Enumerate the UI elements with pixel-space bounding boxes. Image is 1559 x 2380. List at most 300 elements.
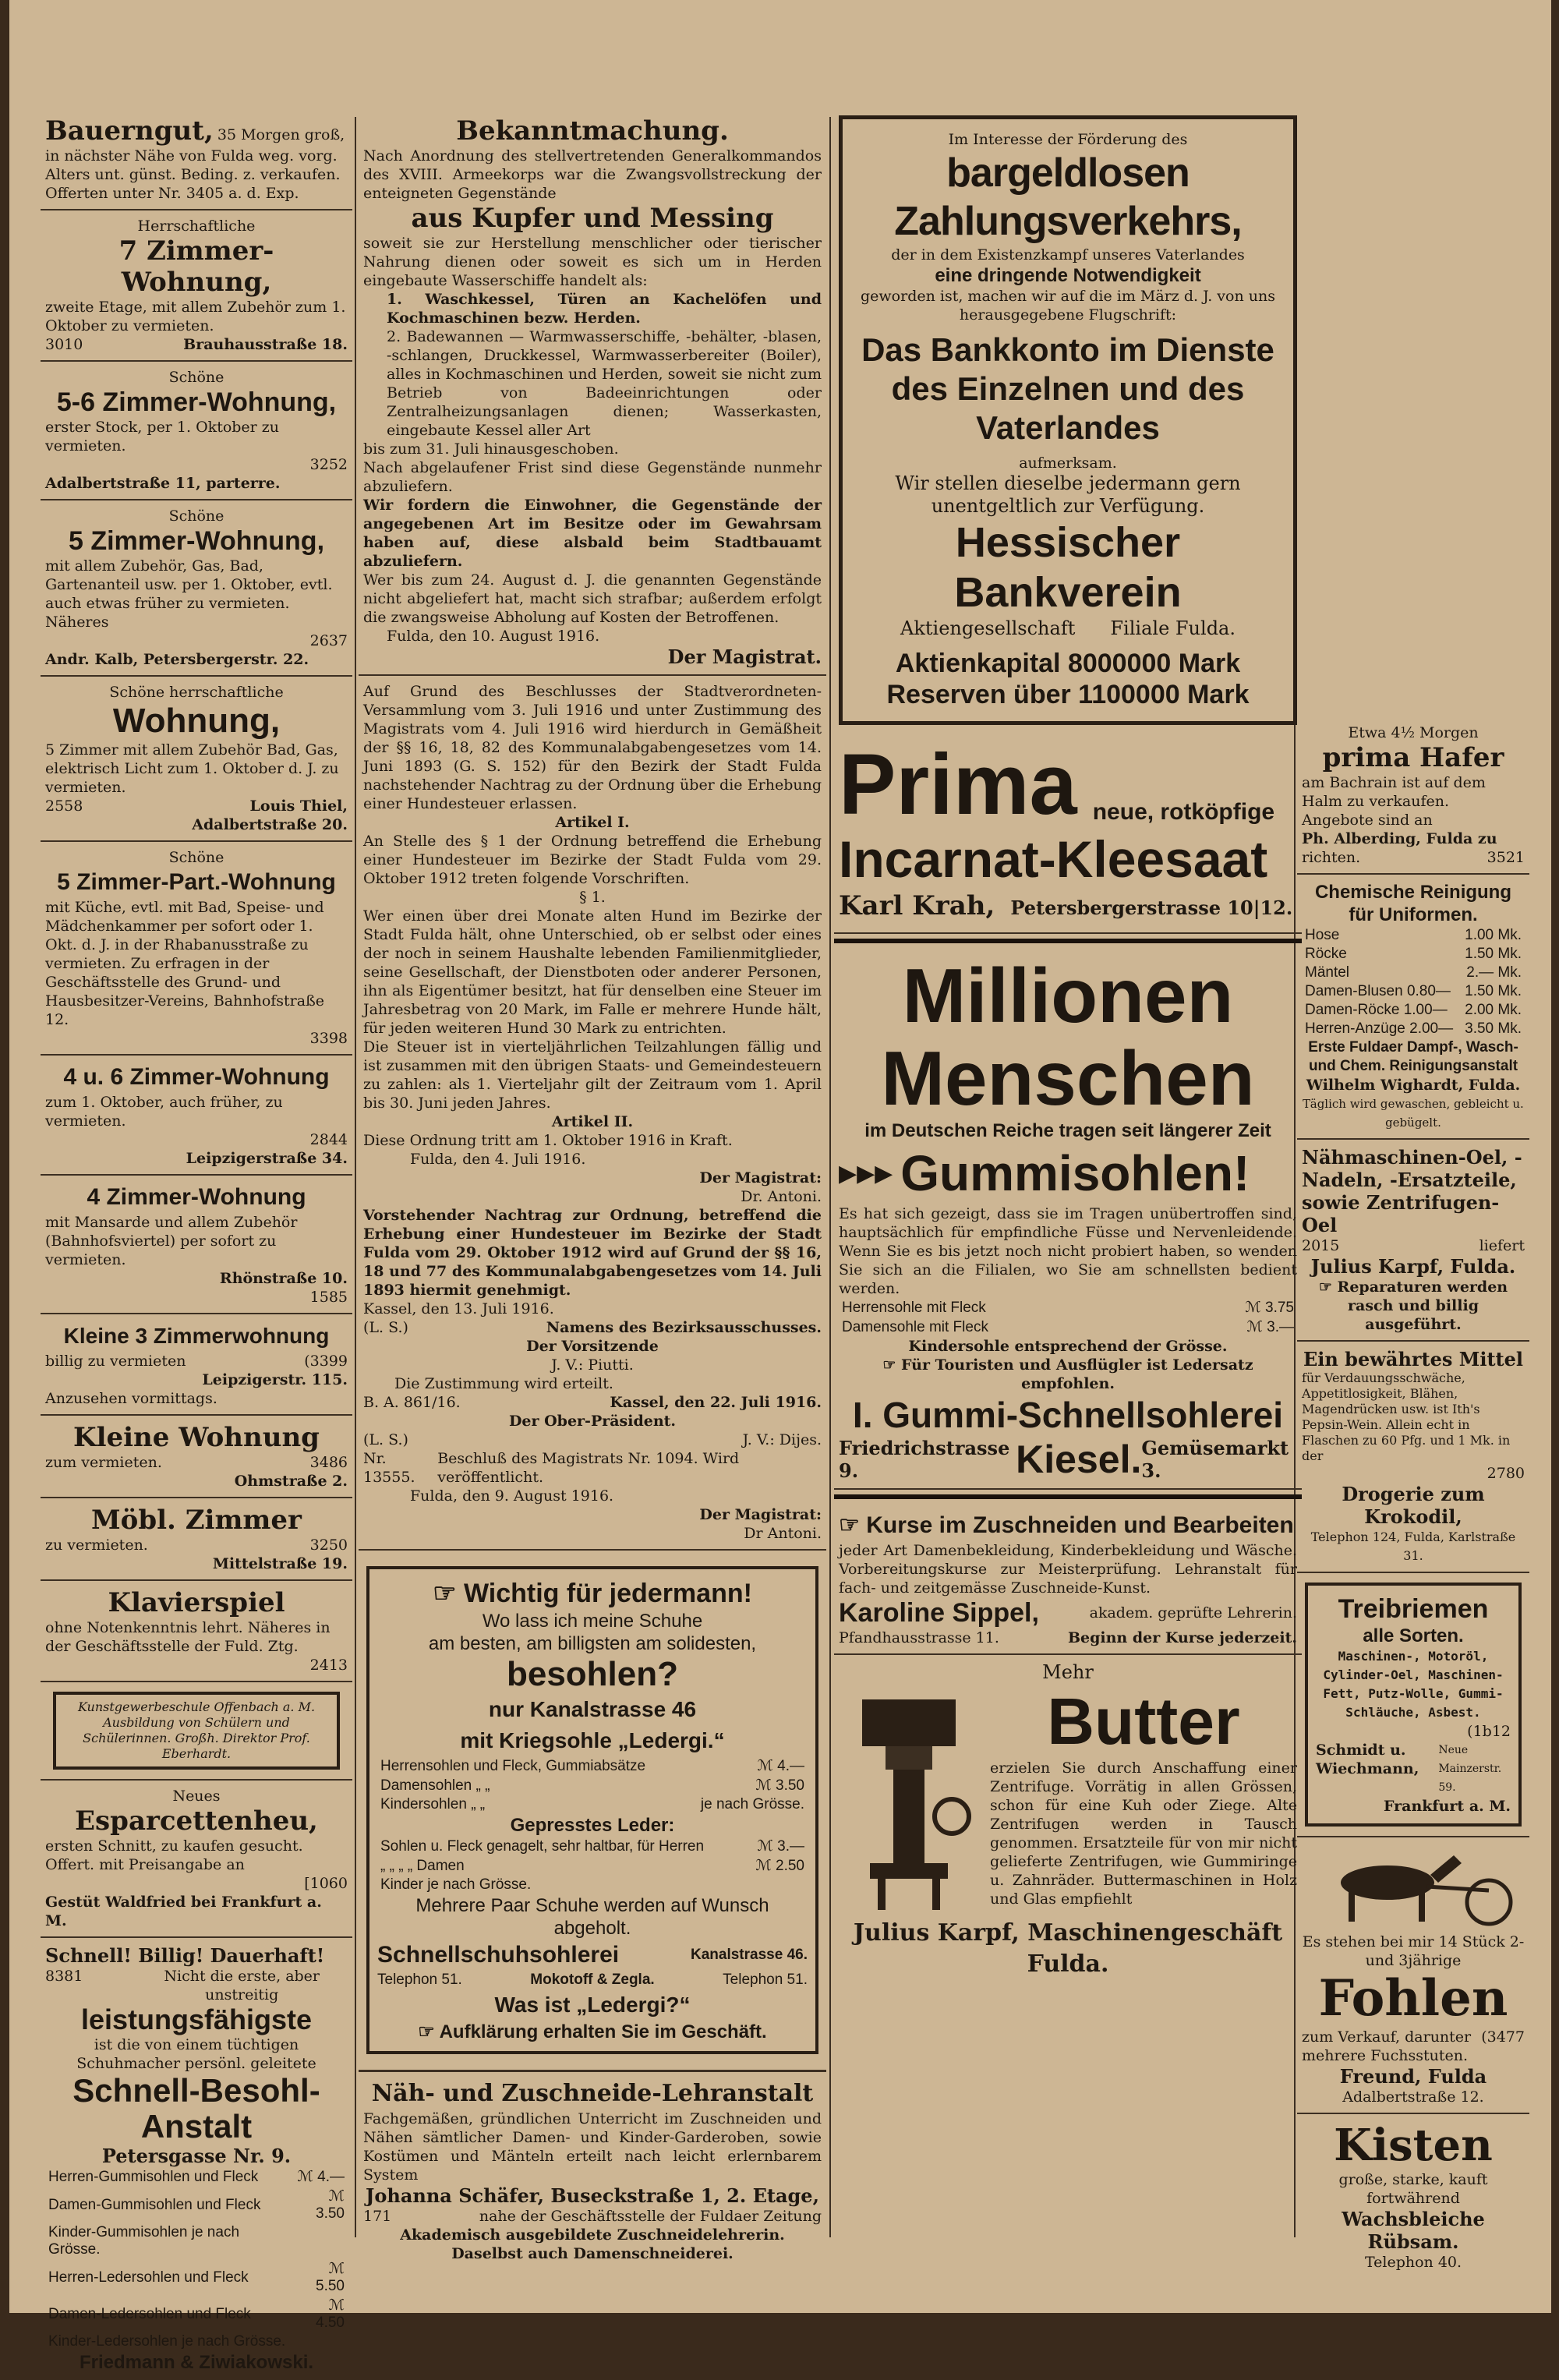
ad-butter bbox=[834, 1655, 1302, 1986]
ad-sub: geworden ist, machen wir auf die im März d. J. von uns herausgegebene Flugschrift: bbox=[861, 288, 1275, 324]
price-item: Damen-Ledersohlen und Fleck bbox=[48, 2305, 251, 2322]
price-row bbox=[839, 1298, 1297, 1317]
ad-firm-address: Neue Mainzerstr. 59. bbox=[1438, 1744, 1502, 1794]
notice-ref: B. A. 861/16. bbox=[363, 1394, 461, 1411]
ad-treibriemen bbox=[1297, 1573, 1529, 1837]
price-row bbox=[377, 1776, 808, 1795]
ad-prima: Prima bbox=[839, 737, 1077, 833]
price-value: ℳ 3.50 bbox=[755, 1777, 804, 1794]
ad-street: Friedrichstrasse 9. bbox=[839, 1437, 1010, 1482]
ad-intro: Im Interesse der Förderung des bbox=[948, 131, 1188, 148]
price-value: ℳ 3.50 bbox=[316, 2188, 345, 2222]
ad-phone: Telephon 51. bbox=[377, 1972, 462, 1988]
ad-text: ersten Schnitt, zu kaufen gesucht. Offert. mit Preisangabe an bbox=[45, 1837, 303, 1873]
notice-text: An Stelle des § 1 der Ordnung betreffend die Erhebung einer Hundesteuer im Bezirke der Stadt Fulda vom 29. Oktober 1912 treten folgende Vorschriften. bbox=[363, 833, 822, 887]
ad-city: Frankfurt a. M. bbox=[1383, 1798, 1511, 1815]
ad-naeh-lehranstalt bbox=[359, 2070, 826, 2269]
arrow-icon: ▶▶▶ bbox=[839, 1159, 893, 1187]
price-row bbox=[45, 2332, 348, 2351]
ad-answer-text: Aufklärung erhalten Sie im Geschäft. bbox=[439, 2021, 767, 2042]
price-value: 2.00 Mk. bbox=[1465, 1002, 1522, 1018]
pointing-hand-icon: ☞ bbox=[839, 1512, 860, 1538]
notice-text: soweit sie zur Herstellung menschlicher oder tierischer Nahrung dienen oder soweit es sich um in Herden eingebaute Wasserschiffe handelt als: bbox=[363, 235, 822, 289]
ad-name: Johanna Schäfer, Buseckstraße 1, 2. Etage, bbox=[366, 2184, 819, 2207]
ad-5-zimmer-part bbox=[41, 842, 352, 1056]
ad-hessischer-bankverein bbox=[839, 115, 1297, 725]
ad-title: Kisten bbox=[1334, 2120, 1493, 2171]
ad-text: zweite Etage, mit allem Zubehör zum 1. Oktober zu vermieten. bbox=[45, 299, 346, 334]
ad-title: Nähmaschinen-Oel, -Nadeln, -Ersatzteile, sowie Zentrifugen-Oel bbox=[1302, 1146, 1522, 1236]
ad-sub: Wir stellen dieselbe jedermann gern unentgeltlich zur Verfügung. bbox=[895, 472, 1241, 517]
price-value: ℳ 2.50 bbox=[755, 1858, 804, 1874]
ad-mittel bbox=[1297, 1342, 1529, 1573]
price-value: ℳ 3.75 bbox=[1245, 1300, 1294, 1316]
price-value: ℳ 4.— bbox=[297, 2169, 345, 2185]
price-value: 2.— Mk. bbox=[1466, 964, 1522, 981]
ad-address: Brauhausstraße 18. bbox=[183, 336, 348, 353]
ad-answer bbox=[377, 2021, 808, 2043]
price-table bbox=[377, 1837, 808, 1894]
ad-kicker: Schöne bbox=[168, 369, 224, 386]
ad-note bbox=[839, 1356, 1297, 1393]
ad-sub: neue, rotköpfige bbox=[1092, 799, 1275, 825]
ad-address: Gestüt Waldfried bei Frankfurt a. M. bbox=[45, 1894, 322, 1929]
ad-text: erster Stock, per 1. Oktober zu vermieten. bbox=[45, 419, 280, 454]
ad-title-text: Kurse im Zuschneiden und Bearbeiten bbox=[866, 1512, 1294, 1538]
ad-kicker: Schöne bbox=[168, 849, 224, 866]
ad-kicker: Neues bbox=[172, 1788, 221, 1805]
price-row bbox=[45, 2187, 348, 2223]
ad-footer: Akademisch ausgebildete Zuschneidelehrerin. Daselbst auch Damenschneiderei. bbox=[400, 2226, 785, 2262]
price-value bbox=[293, 2223, 348, 2259]
ad-firm: I. Gummi-Schnellsohlerei bbox=[852, 1395, 1284, 1435]
ad-owner: Friedmann & Ziwiakowski. bbox=[79, 2352, 314, 2373]
ad-text: zu vermieten. bbox=[45, 1537, 148, 1554]
ad-text: zum 1. Oktober, auch früher, zu vermieten. bbox=[45, 1094, 283, 1130]
pointing-hand-icon: ☞ bbox=[418, 2021, 435, 2042]
notice-ref: Nr. 13555. bbox=[363, 1450, 415, 1486]
ad-firm: Wachsbleiche Rübsam. bbox=[1342, 2208, 1485, 2253]
notice-text: Wer einen über drei Monate alten Hund im Bezirke der Stadt Fulda hält, ohne Unterschied, ob er selbst oder eines der noch in seinem Haushalte lebenden Familienmitglieder, seine Gesellschaft, der Dienstboten oder anderer Personen, ihn als Eigentümer besitzt, hat für denselben eine Steuer im Jahresbetrag von 20 Mark, im Falle er mehrere Hunde hält, für jeden weiteren Hund 30 Mark zu entrichten. bbox=[363, 907, 822, 1037]
ad-headline: Das Bankkonto im Dienste des Einzelnen und des Vaterlandes bbox=[861, 331, 1274, 446]
price-row bbox=[1302, 945, 1525, 964]
ad-address: nahe der Geschäftsstelle der Fuldaer Zeitung bbox=[479, 2208, 822, 2225]
ad-address: Rhönstraße 10. bbox=[219, 1270, 348, 1287]
ad-number: 8381 bbox=[45, 1968, 83, 1985]
notice-hundesteuer bbox=[359, 676, 826, 1551]
notice-text: Auf Grund des Beschlusses der Stadtverordneten-Versammlung vom 3. Juli 1916 und unter Zustimmung des Magistrats vom 4. Juli 1916 wird hierdurch in Gemäßheit der §§ 16, 18, 82 des Kommunalabgabengesetzes vom 14. Juni 1893 (G. S. 152) für den Bezirk der Stadt Fulda nachstehender Nachtrag zu der Ordnung über die Erhebung einer Hundesteuer erlassen. bbox=[363, 683, 822, 812]
price-row bbox=[45, 2259, 348, 2296]
ad-firm-address: Kanalstrasse 46. bbox=[691, 1947, 808, 1963]
column-classifieds bbox=[41, 109, 352, 2373]
column-display-ads bbox=[834, 109, 1302, 2261]
ad-number: 2558 bbox=[45, 797, 83, 815]
column-rule bbox=[829, 117, 831, 2237]
ad-firm: Julius Karpf, Fulda. bbox=[1310, 1255, 1516, 1278]
price-table bbox=[1302, 926, 1525, 1038]
ad-start: Beginn der Kurse jederzeit. bbox=[1067, 1629, 1297, 1646]
price-row bbox=[377, 1795, 808, 1814]
price-value bbox=[746, 1876, 808, 1894]
centrifuge-icon bbox=[839, 1684, 979, 1918]
ad-kicker: Herrschaftliche bbox=[137, 217, 256, 235]
ad-address: Pfandhausstrasse 11. bbox=[839, 1629, 999, 1646]
notice-item: 2. Badewannen — Warmwasserschiffe, -behälter, -blasen, -schlangen, Druckkessel, Warmwasserbereiter (Boiler), alles in Kochmaschinen und Herden, soweit sie nicht zum Betrieb von Badeeinrichtungen oder Zentralheizungsanlagen dienen; Wasserkasten, eingebaute Kessel aller Art bbox=[387, 328, 822, 439]
price-row bbox=[45, 2223, 348, 2259]
notice-date: Fulda, den 10. August 1916. bbox=[387, 628, 600, 645]
price-item: Herren-Gummisohlen und Fleck bbox=[48, 2168, 259, 2185]
price-value: 1.00 Mk. bbox=[1465, 927, 1522, 943]
ad-slogan: Schnell! Billig! Dauerhaft! bbox=[45, 1944, 325, 1967]
ad-text: 35 Morgen groß, in nächster Nähe von Fulda weg. vorg. Alters unt. günst. Beding. z. verkaufen. Offerten unter Nr. 3405 a. d. Exp. bbox=[45, 126, 345, 202]
ad-title: 4 Zimmer-Wohnung bbox=[87, 1184, 306, 1210]
ad-kisten bbox=[1297, 2114, 1529, 2278]
ad-firm: Drogerie zum Krokodil, bbox=[1342, 1483, 1485, 1528]
ad-sub: liefert bbox=[1479, 1237, 1525, 1254]
ad-firm-name: Kiesel. bbox=[1016, 1438, 1142, 1481]
ad-firm: Erste Fuldaer Dampf-, Wasch- und Chem. Reinigungsanstalt bbox=[1308, 1039, 1518, 1074]
ad-address: Petersbergerstrasse 10|12. bbox=[1010, 896, 1293, 919]
notice-bekanntmachung bbox=[359, 109, 826, 676]
ad-kunstgewerbe bbox=[41, 1682, 352, 1781]
ad-text: zum vermieten. bbox=[45, 1454, 162, 1471]
ad-title: Esparcettenheu, bbox=[75, 1805, 318, 1837]
price-table bbox=[839, 1298, 1297, 1337]
price-item: Damen-Blusen 0.80— bbox=[1305, 983, 1451, 999]
ad-note: Anzusehen vormittags. bbox=[45, 1390, 217, 1407]
ad-text: 5 Zimmer mit allem Zubehör Bad, Gas, elektrisch Licht zum 1. Oktober d. J. zu vermieten. bbox=[45, 741, 339, 796]
ad-headline: besohlen? bbox=[506, 1655, 679, 1693]
ad-title: 4 u. 6 Zimmer-Wohnung bbox=[63, 1064, 330, 1090]
price-item: Damensohle mit Fleck bbox=[842, 1318, 988, 1335]
ad-title bbox=[377, 1577, 808, 1610]
ad-text: billig zu vermieten bbox=[45, 1353, 186, 1370]
notice-signature: J. V.: Piutti. bbox=[551, 1356, 634, 1374]
ad-title: Kleine 3 Zimmerwohnung bbox=[63, 1324, 330, 1348]
price-row bbox=[377, 1856, 808, 1876]
ad-text: mit Küche, evtl. mit Bad, Speise- und Mädchenkammer per sofort oder 1. Okt. d. J. in der Rhabanusstraße zu vermieten. Zu erfragen in der Geschäftsstelle des Grund- und Hausbesitzer-Vereins, Bahnhofstraße 12. bbox=[45, 899, 325, 1028]
horse-cart-icon bbox=[1302, 1844, 1520, 1929]
ad-address: Mittelstraße 19. bbox=[212, 1555, 348, 1572]
ad-4-zimmer bbox=[41, 1176, 352, 1314]
notice-signature: Dr Antoni. bbox=[744, 1525, 822, 1542]
ad-address: Leipzigerstraße 34. bbox=[186, 1150, 348, 1167]
ad-title: Kleine Wohnung bbox=[73, 1422, 320, 1453]
ad-sub: im Deutschen Reiche tragen seit längerer Zeit bbox=[864, 1120, 1271, 1141]
ad-sub: eine dringende Notwendigkeit bbox=[935, 265, 1201, 286]
notice-text: Nach Anordnung des stellvertretenden Generalkommandos des XVIII. Armeekorps war die Zwangsvollstreckung der enteigneten Gegenstände bbox=[363, 147, 822, 202]
ad-address: Adalbertstraße 12. bbox=[1342, 2088, 1484, 2106]
divider bbox=[834, 939, 1302, 943]
column-small-ads bbox=[1297, 717, 1529, 2271]
pointing-hand-icon: ☞ bbox=[433, 1579, 457, 1608]
price-item: Herren-Anzüge 2.00— bbox=[1305, 1020, 1454, 1037]
price-item: „ „ „ „ Damen bbox=[380, 1857, 465, 1874]
ad-title-text: Wichtig für jedermann! bbox=[464, 1579, 752, 1608]
ad-title: 5-6 Zimmer-Wohnung, bbox=[56, 387, 337, 417]
ad-headline: Menschen bbox=[881, 1035, 1255, 1121]
price-value: ℳ 4.— bbox=[757, 1758, 804, 1774]
ad-text: für Verdauungsschwäche, Appetitlosigkeit, Blähen, Magendrücken usw. ist Ith's Pepsin-Wein. Allein echt in Flaschen zu 60 Pfg. und 1 Mk. in der bbox=[1302, 1370, 1511, 1463]
ad-esparcette bbox=[41, 1781, 352, 1938]
ad-text: mit Mansarde und allem Zubehör (Bahnhofsviertel) per sofort zu vermieten. bbox=[45, 1214, 298, 1268]
ad-number: 2780 bbox=[1487, 1465, 1525, 1482]
ad-headline: Millionen bbox=[902, 953, 1234, 1038]
price-table bbox=[45, 2167, 348, 2351]
ad-schnell-besohl bbox=[41, 1938, 352, 2380]
ad-number: 2637 bbox=[309, 632, 348, 649]
ad-kurse bbox=[834, 1504, 1302, 1655]
ad-title: Butter bbox=[1047, 1685, 1240, 1758]
notice-signature: Der Magistrat: bbox=[699, 1506, 822, 1523]
price-item: Mäntel bbox=[1305, 964, 1350, 981]
ad-5-6-zimmer bbox=[41, 362, 352, 500]
ad-reserve: Reserven über 1100000 Mark bbox=[886, 680, 1250, 709]
price-row bbox=[839, 1317, 1297, 1337]
ad-owner: Wilhelm Wighardt, Fulda. bbox=[1306, 1077, 1521, 1094]
ad-text: erzielen Sie durch Anschaffung einer Zentrifuge. Vorrätig in allen Grössen, schon für eine Kuh oder Ziege. Alte Zentrifugen werden in Tausch genommen. Ersatzteile für von mir nicht gelieferte Zentrifugen, wie Gummiringe u. Zahnräder. Buttermaschinen in Holz und Glas empfiehlt bbox=[990, 1759, 1297, 1908]
ad-address: Ohmstraße 2. bbox=[234, 1473, 348, 1490]
ad-number: (3477 bbox=[1481, 2028, 1525, 2046]
notice-paragraph: § 1. bbox=[579, 889, 606, 906]
ad-title: Incarnat-Kleesaat bbox=[839, 830, 1268, 888]
notice-text: Die Steuer ist in vierteljährlichen Teilzahlungen fällig und ist zusammen mit den übrigen Staats- und Gemeindesteuern zu zahlen: als 1. Vierteljahr gilt der Zeitraum vom 1. April bis 30. Juni jeden Jahres. bbox=[363, 1038, 822, 1112]
price-item: Kinder je nach Grösse. bbox=[380, 1876, 532, 1893]
ad-street: Gemüsemarkt 3. bbox=[1141, 1437, 1289, 1482]
ad-number: 2015 bbox=[1302, 1237, 1340, 1254]
price-item: Röcke bbox=[1305, 946, 1347, 962]
ad-title: Ein bewährtes Mittel bbox=[1303, 1348, 1524, 1370]
ad-number: 1585 bbox=[309, 1289, 348, 1306]
price-item: Kinder-Ledersohlen je nach Grösse. bbox=[48, 2333, 286, 2350]
notice-text: Wir fordern die Einwohner, die Gegenstände der angegebenen Art im Besitze oder im Gewahrsam haben auf, diese alsbald beim Stadtbauamt abzuliefern. bbox=[363, 497, 822, 570]
ad-phone: Telephon 51. bbox=[723, 1972, 808, 1988]
price-row bbox=[1302, 1001, 1525, 1020]
notice-text: Die Zustimmung wird erteilt. bbox=[394, 1375, 613, 1392]
ad-name: Karoline Sippel, bbox=[839, 1598, 1039, 1628]
ad-address: Adalbertstraße 20. bbox=[192, 816, 348, 833]
ad-4-6-zimmer bbox=[41, 1056, 352, 1176]
ad-address: Leipzigerstr. 115. bbox=[202, 1371, 348, 1388]
ad-text: am Bachrain ist auf dem Halm zu verkaufen. Angebote sind an bbox=[1302, 774, 1486, 829]
ad-note-text: Reparaturen werden rasch und billig ausgeführt. bbox=[1337, 1278, 1508, 1333]
ad-number: 2844 bbox=[309, 1131, 348, 1148]
ad-text: mit allem Zubehör, Gas, Bad, Gartenanteil usw. per 1. Oktober, evtl. auch etwas früher zu vermieten. Näheres bbox=[45, 557, 333, 631]
price-item: Herren-Ledersohlen und Fleck bbox=[48, 2269, 249, 2286]
ad-moebl-zimmer bbox=[41, 1498, 352, 1581]
ad-bank-name: Hessischer Bankverein bbox=[954, 519, 1182, 616]
price-value: ℳ 3.— bbox=[757, 1838, 804, 1855]
ad-kicker: Mehr bbox=[1042, 1661, 1094, 1683]
column-rule bbox=[355, 117, 356, 2237]
notice-signature: Dr. Antoni. bbox=[741, 1188, 822, 1205]
ad-title: prima Hafer bbox=[1322, 742, 1504, 773]
price-value: ℳ 4.50 bbox=[316, 2297, 345, 2331]
ad-text: große, starke, kauft fortwährend bbox=[1338, 2171, 1488, 2207]
ad-sub: Nicht die erste, aber unstreitig bbox=[164, 1968, 320, 2003]
ad-number: 3486 bbox=[309, 1454, 348, 1471]
ad-note bbox=[1302, 1278, 1525, 1334]
ad-subtitle: Gepresstes Leder: bbox=[510, 1815, 675, 1836]
notice-article: Artikel II. bbox=[551, 1113, 634, 1130]
ad-title: Bauerngut, bbox=[45, 115, 214, 147]
price-value bbox=[293, 2332, 348, 2351]
ad-firm: Schnellschuhsohlerei bbox=[377, 1942, 620, 1968]
ad-text: jeder Art Damenbekleidung, Kinderbekleidung und Wäsche. Vorbereitungskurse zur Meisterprüfung. Lehranstalt für fach- und zeitgemässe Zuschneide-Kunst. bbox=[839, 1542, 1297, 1597]
notice-subtitle: aus Kupfer und Messing bbox=[411, 203, 774, 234]
notice-article: Artikel I. bbox=[555, 814, 630, 831]
notice-signature: Der Vorsitzende bbox=[526, 1338, 659, 1355]
ad-address: Andr. Kalb, Petersbergerstr. 22. bbox=[45, 651, 309, 668]
notice-signature: Der Magistrat: bbox=[699, 1169, 822, 1186]
notice-date: Kassel, den 22. Juli 1916. bbox=[610, 1394, 822, 1411]
price-row bbox=[377, 1876, 808, 1894]
ad-text: zum Verkauf, darunter mehrere Fuchsstuten. bbox=[1302, 2028, 1472, 2064]
notice-signature: Der Ober-Präsident. bbox=[508, 1413, 677, 1430]
ad-title: Chemische Reinigung für Uniformen. bbox=[1314, 882, 1512, 925]
ad-title: Fohlen bbox=[1318, 1969, 1508, 2028]
ad-number: 3398 bbox=[309, 1030, 348, 1047]
price-row bbox=[1302, 1020, 1525, 1038]
ad-name: Freund, Fulda bbox=[1339, 2065, 1487, 2088]
notice-date: Fulda, den 9. August 1916. bbox=[410, 1487, 614, 1505]
ad-title: Möbl. Zimmer bbox=[91, 1505, 302, 1536]
notice-signature: J. V.: Dijes. bbox=[742, 1431, 822, 1448]
price-row bbox=[1302, 982, 1525, 1001]
ad-number: 3250 bbox=[309, 1537, 348, 1554]
ad-name: Louis Thiel, bbox=[249, 797, 348, 815]
ad-address: Petersgasse Nr. 9. bbox=[101, 2145, 292, 2167]
price-row bbox=[377, 1756, 808, 1776]
ad-capital: Aktienkapital 8000000 Mark bbox=[895, 649, 1241, 678]
ad-title: 5 Zimmer-Part.-Wohnung bbox=[57, 869, 336, 895]
ad-firm: Karl Krah, bbox=[839, 890, 995, 921]
ad-qualification: akadem. geprüfte Lehrerin. bbox=[1089, 1604, 1297, 1621]
price-value: 3.50 Mk. bbox=[1465, 1020, 1522, 1037]
ad-product: mit Kriegsohle „Ledergi.“ bbox=[460, 1728, 725, 1752]
ad-number: 171 bbox=[363, 2208, 392, 2225]
ad-text: Es hat sich gezeigt, dass sie im Tragen unübertroffen sind, hauptsächlich für empfindliche Füsse und Nervenleidende. Wenn Sie es bis jetzt noch nicht probiert haben, so wenden Sie sich an die Filialen, wo Sie am schnellsten bedient werden. bbox=[839, 1205, 1297, 1297]
notice-date: Kassel, den 13. Juli 1916. bbox=[363, 1300, 554, 1317]
price-table bbox=[377, 1756, 808, 1814]
price-row bbox=[45, 2296, 348, 2332]
ad-title: Wohnung, bbox=[112, 702, 281, 740]
ad-title: leistungsfähigste bbox=[80, 2003, 313, 2035]
ad-sub: alle Sorten. bbox=[1363, 1625, 1464, 1646]
price-item: Hose bbox=[1305, 927, 1340, 943]
ad-kicker: Etwa 4½ Morgen bbox=[1348, 724, 1479, 741]
notice-item: 1. Waschkessel, Türen an Kachelöfen und Kochmaschinen bezw. Herden. bbox=[387, 291, 822, 327]
column-notices bbox=[359, 109, 826, 2261]
notice-text: bis zum 31. Juli hinausgeschoben. bbox=[363, 440, 619, 458]
newspaper-page bbox=[9, 0, 1551, 2373]
ad-bauerngut bbox=[41, 109, 352, 210]
ad-text: Kunstgewerbeschule Offenbach a. M. Ausbildung von Schülern und Schülerinnen. Großh. Direktor Prof. Eberhardt. bbox=[53, 1692, 340, 1770]
price-item: Damen-Gummisohlen und Fleck bbox=[48, 2196, 261, 2213]
price-row bbox=[377, 1837, 808, 1856]
ad-sub: ist die von einem tüchtigen Schuhmacher persönl. geleitete bbox=[76, 2036, 316, 2072]
ad-name: Ph. Alberding, Fulda zu bbox=[1302, 830, 1497, 847]
ad-firm: Julius Karpf, Maschinengeschäft Fulda. bbox=[853, 1919, 1283, 1978]
ad-wohnung bbox=[41, 677, 352, 842]
price-value: 1.50 Mk. bbox=[1465, 946, 1522, 962]
ad-note: Täglich wird gewaschen, gebleicht u. gebügelt. bbox=[1303, 1097, 1524, 1130]
ad-phone: Telephon 40. bbox=[1364, 2254, 1462, 2271]
ad-number: (1b12 bbox=[1467, 1723, 1511, 1740]
ad-gummisohlen bbox=[834, 948, 1302, 1490]
price-row bbox=[45, 2167, 348, 2187]
ad-sub: der in dem Existenzkampf unseres Vaterlandes bbox=[891, 246, 1245, 263]
price-row bbox=[1302, 964, 1525, 982]
ad-number: (3399 bbox=[304, 1353, 348, 1370]
price-value: je nach Grösse. bbox=[700, 1796, 804, 1812]
pointing-hand-icon: ☞ bbox=[882, 1356, 896, 1374]
notice-signature: Namens des Bezirksausschusses. bbox=[546, 1319, 822, 1336]
ad-text: ohne Notenkenntnis lehrt. Näheres in der Geschäftsstelle der Fuld. Ztg. bbox=[45, 1619, 331, 1655]
ad-note: Mehrere Paar Schuhe werden auf Wunsch abgeholt. bbox=[415, 1895, 769, 1939]
ad-number: 3010 bbox=[45, 336, 83, 353]
notice-signature: Der Magistrat. bbox=[667, 645, 822, 668]
ad-kicker: Schöne bbox=[168, 507, 224, 525]
notice-text: Diese Ordnung tritt am 1. Oktober 1916 in Kraft. bbox=[363, 1132, 733, 1149]
pointing-hand-icon: ☞ bbox=[1318, 1278, 1332, 1296]
price-item: Kinder-Gummisohlen je nach Grösse. bbox=[48, 2224, 240, 2258]
ad-question: Wo lass ich meine Schuhe bbox=[482, 1611, 703, 1632]
ad-items: Maschinen-, Motoröl, Cylinder-Oel, Maschinen-Fett, Putz-Wolle, Gummi-Schläuche, Asbest. bbox=[1323, 1649, 1504, 1720]
price-item: Sohlen u. Fleck genagelt, sehr haltbar, für Herren bbox=[380, 1837, 705, 1855]
ad-question: am besten, am billigsten am solidesten, bbox=[428, 1633, 757, 1654]
divider bbox=[834, 1494, 1302, 1499]
price-value: ℳ 3.— bbox=[1246, 1319, 1294, 1335]
notice-text: Vorstehender Nachtrag zur Ordnung, betreffend die Erhebung einer Hundesteuer im Bezirke der Stadt Fulda vom 29. Oktober 1912 wird auf Grund der §§ 16, 18 und 77 des Kommunalabgabengesetzes vom 14. Juli 1893 hiermit genehmigt. bbox=[363, 1207, 822, 1299]
ad-address: nur Kanalstrasse 46 bbox=[488, 1697, 697, 1721]
ad-address: Adalbertstraße 11, parterre. bbox=[45, 475, 281, 492]
price-item: Damensohlen „ „ bbox=[380, 1777, 490, 1794]
ad-title: Treibriemen bbox=[1338, 1594, 1489, 1624]
ad-text: Fachgemäßen, gründlichen Unterricht im Zuschneiden und Nähen sämtlicher Damen- und Kinder-Garderoben, sowie Kostümen und Mänteln erteilt nach leicht erlernbarem System bbox=[363, 2110, 822, 2184]
ad-title: 7 Zimmer-Wohnung, bbox=[118, 235, 274, 298]
ad-number: 2413 bbox=[309, 1657, 348, 1674]
ad-question: Was ist „Ledergi?“ bbox=[494, 1993, 691, 2017]
ad-reinigung bbox=[1297, 875, 1529, 1140]
ad-title: Gummisohlen! bbox=[900, 1145, 1250, 1201]
notice-seal: (L. S.) bbox=[363, 1319, 408, 1336]
ad-address: Telephon 124, Fulda, Karlstraße 31. bbox=[1310, 1529, 1516, 1563]
ad-note-text: Für Touristen und Ausflügler ist Ledersatz empfohlen. bbox=[901, 1356, 1253, 1392]
notice-title: Bekanntmachung. bbox=[456, 115, 729, 147]
ad-5-zimmer bbox=[41, 500, 352, 677]
price-item: Herrensohlen und Fleck, Gummiabsätze bbox=[380, 1757, 646, 1774]
ad-bank-type: Aktiengesellschaft bbox=[900, 617, 1076, 639]
notice-text: Wer bis zum 24. August d. J. die genannten Gegenstände nicht abgeliefert hat, macht sich strafbar; außerdem erfolgt die zwangsweise Abholung auf Kosten der Betroffenen. bbox=[363, 571, 822, 626]
ad-owner: Mokotoff & Zegla. bbox=[530, 1972, 655, 1988]
ad-title bbox=[839, 1510, 1297, 1541]
ad-title: Näh- und Zuschneide-Lehranstalt bbox=[371, 2080, 814, 2107]
price-item: Damen-Röcke 1.00— bbox=[1305, 1002, 1448, 1018]
price-row bbox=[1302, 926, 1525, 945]
ad-note: Kindersohle entsprechend der Grösse. bbox=[908, 1338, 1228, 1355]
ad-text: richten. bbox=[1302, 849, 1361, 866]
ad-number: [1060 bbox=[304, 1875, 348, 1892]
ad-title: bargeldlosen Zahlungsverkehrs, bbox=[894, 150, 1242, 244]
ad-kicker: Schöne herrschaftliche bbox=[109, 684, 284, 701]
ad-oel bbox=[1297, 1140, 1529, 1342]
ad-firm: Schmidt u. Wiechmann, bbox=[1316, 1742, 1419, 1777]
ad-title: 5 Zimmer-Wohnung, bbox=[68, 526, 325, 556]
ad-number: 3252 bbox=[309, 456, 348, 473]
ad-kleine-wohnung bbox=[41, 1416, 352, 1498]
price-item: Kindersohlen „ „ bbox=[380, 1796, 486, 1812]
